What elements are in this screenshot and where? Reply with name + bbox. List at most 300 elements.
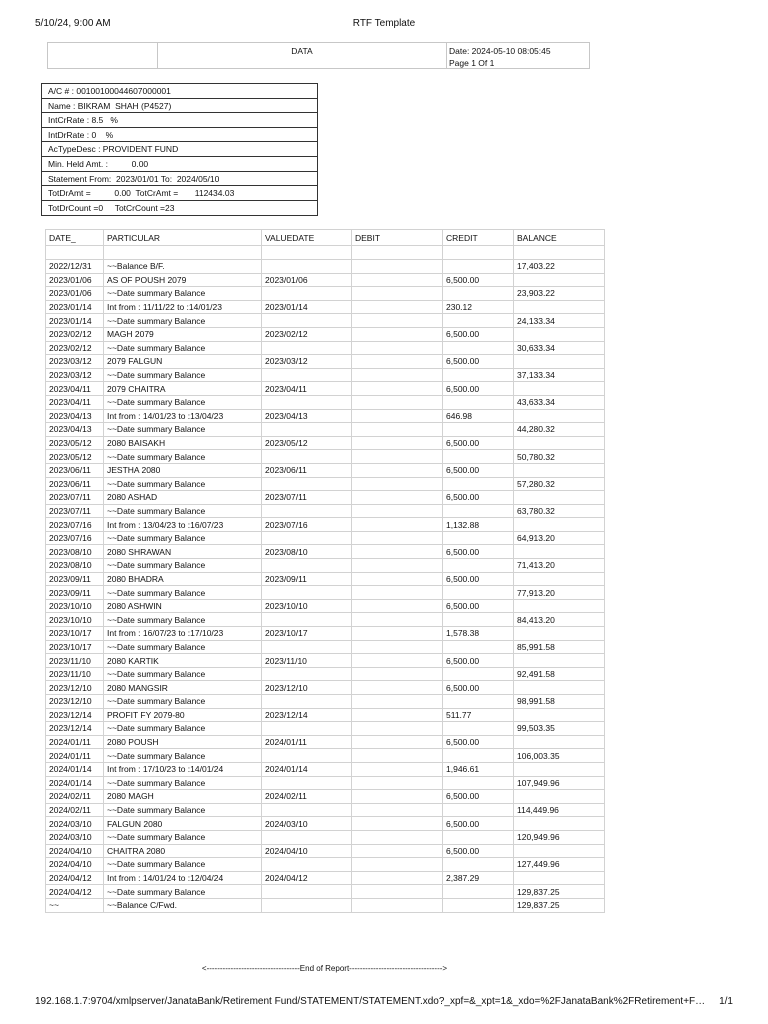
- cell-valuedate: [262, 341, 352, 355]
- cell-debit: [352, 749, 443, 763]
- cell-particular: 2079 FALGUN: [104, 355, 262, 369]
- cell-debit: [352, 368, 443, 382]
- cell-valuedate: [262, 830, 352, 844]
- print-datetime: 5/10/24, 9:00 AM: [35, 18, 111, 29]
- cell-particular: FALGUN 2080: [104, 817, 262, 831]
- cell-credit: 6,500.00: [443, 273, 514, 287]
- cell-balance: [514, 681, 605, 695]
- cell-date: 2023/01/14: [46, 314, 104, 328]
- cell-credit: 6,500.00: [443, 599, 514, 613]
- cell-balance: [514, 463, 605, 477]
- table-row: [46, 559, 605, 573]
- cell-date: 2024/01/11: [46, 735, 104, 749]
- cell-date: ~~: [46, 898, 104, 912]
- cell-credit: 1,578.38: [443, 627, 514, 641]
- cell-debit: [352, 898, 443, 912]
- table-row: [46, 735, 605, 749]
- cell-balance: 99,503.35: [514, 722, 605, 736]
- cell-balance: 84,413.20: [514, 613, 605, 627]
- cell-credit: 6,500.00: [443, 817, 514, 831]
- table-row: [46, 436, 605, 450]
- table-row: [46, 790, 605, 804]
- cell-particular: 2080 ASHAD: [104, 491, 262, 505]
- cell-valuedate: 2023/08/10: [262, 545, 352, 559]
- table-row: [46, 327, 605, 341]
- table-row: [46, 463, 605, 477]
- table-row: [46, 450, 605, 464]
- int-cr-rate: IntCrRate : 8.5 %: [42, 113, 317, 128]
- cell-balance: [514, 491, 605, 505]
- cell-particular: 2079 CHAITRA: [104, 382, 262, 396]
- cell-valuedate: 2023/10/17: [262, 627, 352, 641]
- cell-debit: [352, 640, 443, 654]
- cell-valuedate: [262, 640, 352, 654]
- cell-valuedate: 2023/03/12: [262, 355, 352, 369]
- table-row: [46, 762, 605, 776]
- cell-credit: 6,500.00: [443, 355, 514, 369]
- cell-date: 2023/04/13: [46, 423, 104, 437]
- table-row: [46, 395, 605, 409]
- cell-credit: [443, 341, 514, 355]
- column-header-credit: CREDIT: [443, 230, 514, 246]
- account-number: A/C # : 00100100044607000001: [42, 84, 317, 99]
- cell-credit: 646.98: [443, 409, 514, 423]
- cell-balance: [514, 762, 605, 776]
- table-row: [46, 830, 605, 844]
- cell-balance: 37,133.34: [514, 368, 605, 382]
- table-row: [46, 681, 605, 695]
- cell-credit: 6,500.00: [443, 572, 514, 586]
- cell-debit: [352, 423, 443, 437]
- cell-valuedate: [262, 667, 352, 681]
- cell-valuedate: 2023/11/10: [262, 654, 352, 668]
- cell-date: 2024/04/10: [46, 858, 104, 872]
- cell-debit: [352, 722, 443, 736]
- cell-balance: 129,837.25: [514, 885, 605, 899]
- cell-date: 2023/03/12: [46, 355, 104, 369]
- cell-date: 2023/05/12: [46, 436, 104, 450]
- cell-particular: ~~Date summary Balance: [104, 395, 262, 409]
- cell-credit: [443, 776, 514, 790]
- cell-credit: 6,500.00: [443, 681, 514, 695]
- cell-particular: AS OF POUSH 2079: [104, 273, 262, 287]
- table-cell: [104, 246, 262, 260]
- cell-balance: 71,413.20: [514, 559, 605, 573]
- cell-particular: 2080 MANGSIR: [104, 681, 262, 695]
- cell-valuedate: [262, 423, 352, 437]
- cell-valuedate: 2023/04/13: [262, 409, 352, 423]
- cell-balance: 106,003.35: [514, 749, 605, 763]
- cell-valuedate: 2024/04/12: [262, 871, 352, 885]
- cell-date: 2023/09/11: [46, 572, 104, 586]
- table-spacer-row: [46, 246, 605, 260]
- cell-date: 2024/03/10: [46, 817, 104, 831]
- cell-credit: [443, 477, 514, 491]
- cell-debit: [352, 708, 443, 722]
- cell-valuedate: 2023/01/14: [262, 300, 352, 314]
- cell-valuedate: [262, 287, 352, 301]
- cell-date: 2024/02/11: [46, 790, 104, 804]
- cell-balance: 77,913.20: [514, 586, 605, 600]
- cell-credit: [443, 260, 514, 274]
- cell-particular: ~~Date summary Balance: [104, 667, 262, 681]
- table-row: [46, 844, 605, 858]
- cell-date: 2023/04/13: [46, 409, 104, 423]
- cell-particular: ~~Date summary Balance: [104, 776, 262, 790]
- cell-valuedate: [262, 776, 352, 790]
- cell-balance: 57,280.32: [514, 477, 605, 491]
- cell-valuedate: [262, 395, 352, 409]
- cell-debit: [352, 817, 443, 831]
- cell-debit: [352, 572, 443, 586]
- cell-balance: [514, 817, 605, 831]
- cell-date: 2023/01/06: [46, 273, 104, 287]
- cell-debit: [352, 627, 443, 641]
- cell-date: 2024/03/10: [46, 830, 104, 844]
- cell-valuedate: 2023/12/10: [262, 681, 352, 695]
- cell-particular: ~~Date summary Balance: [104, 640, 262, 654]
- cell-balance: [514, 382, 605, 396]
- cell-particular: Int from : 14/01/24 to :12/04/24: [104, 871, 262, 885]
- cell-particular: ~~Date summary Balance: [104, 885, 262, 899]
- table-row: [46, 613, 605, 627]
- cell-valuedate: [262, 885, 352, 899]
- cell-particular: CHAITRA 2080: [104, 844, 262, 858]
- column-header-date: DATE_: [46, 230, 104, 246]
- cell-balance: 24,133.34: [514, 314, 605, 328]
- cell-credit: 6,500.00: [443, 463, 514, 477]
- cell-date: 2024/04/10: [46, 844, 104, 858]
- cell-debit: [352, 300, 443, 314]
- cell-credit: 2,387.29: [443, 871, 514, 885]
- cell-valuedate: [262, 803, 352, 817]
- cell-credit: [443, 722, 514, 736]
- cell-valuedate: [262, 722, 352, 736]
- report-header-empty-cell: [48, 43, 158, 68]
- cell-balance: 107,949.96: [514, 776, 605, 790]
- account-type: AcTypeDesc : PROVIDENT FUND: [42, 142, 317, 157]
- cell-date: 2024/01/14: [46, 776, 104, 790]
- cell-date: 2024/01/14: [46, 762, 104, 776]
- cell-particular: Int from : 11/11/22 to :14/01/23: [104, 300, 262, 314]
- cell-valuedate: [262, 368, 352, 382]
- cell-debit: [352, 518, 443, 532]
- cell-valuedate: [262, 749, 352, 763]
- cell-credit: [443, 586, 514, 600]
- cell-date: 2023/12/14: [46, 708, 104, 722]
- cell-balance: 98,991.58: [514, 695, 605, 709]
- cell-date: 2023/11/10: [46, 667, 104, 681]
- cell-particular: ~~Date summary Balance: [104, 477, 262, 491]
- cell-date: 2023/01/06: [46, 287, 104, 301]
- cell-debit: [352, 314, 443, 328]
- print-footer: [35, 996, 733, 1010]
- cell-particular: ~~Date summary Balance: [104, 722, 262, 736]
- cell-particular: 2080 KARTIK: [104, 654, 262, 668]
- transaction-table: [45, 229, 605, 913]
- cell-date: 2023/09/11: [46, 586, 104, 600]
- cell-particular: ~~Date summary Balance: [104, 858, 262, 872]
- cell-date: 2022/12/31: [46, 260, 104, 274]
- table-row: [46, 586, 605, 600]
- cell-particular: ~~Date summary Balance: [104, 287, 262, 301]
- cell-balance: [514, 844, 605, 858]
- cell-date: 2023/10/17: [46, 640, 104, 654]
- cell-date: 2024/02/11: [46, 803, 104, 817]
- table-row: [46, 749, 605, 763]
- cell-balance: [514, 599, 605, 613]
- cell-balance: 44,280.32: [514, 423, 605, 437]
- cell-date: 2023/07/16: [46, 531, 104, 545]
- table-row: [46, 341, 605, 355]
- cell-debit: [352, 382, 443, 396]
- cell-balance: 127,449.96: [514, 858, 605, 872]
- cell-debit: [352, 858, 443, 872]
- cell-credit: [443, 803, 514, 817]
- table-row: [46, 858, 605, 872]
- cell-balance: 85,991.58: [514, 640, 605, 654]
- cell-credit: [443, 368, 514, 382]
- print-header: [35, 18, 733, 32]
- table-row: [46, 423, 605, 437]
- table-row: [46, 355, 605, 369]
- cell-credit: [443, 640, 514, 654]
- cell-particular: JESTHA 2080: [104, 463, 262, 477]
- cell-date: 2023/08/10: [46, 559, 104, 573]
- cell-debit: [352, 287, 443, 301]
- cell-valuedate: [262, 314, 352, 328]
- cell-valuedate: [262, 531, 352, 545]
- table-row: [46, 667, 605, 681]
- cell-valuedate: 2024/04/10: [262, 844, 352, 858]
- cell-debit: [352, 735, 443, 749]
- cell-date: 2023/12/14: [46, 722, 104, 736]
- cell-date: 2023/10/17: [46, 627, 104, 641]
- cell-valuedate: 2024/01/11: [262, 735, 352, 749]
- cell-balance: 17,403.22: [514, 260, 605, 274]
- cell-credit: [443, 395, 514, 409]
- cell-valuedate: [262, 559, 352, 573]
- cell-debit: [352, 327, 443, 341]
- cell-balance: [514, 436, 605, 450]
- cell-credit: [443, 695, 514, 709]
- cell-credit: 230.12: [443, 300, 514, 314]
- cell-credit: [443, 423, 514, 437]
- table-row: [46, 531, 605, 545]
- cell-valuedate: 2023/10/10: [262, 599, 352, 613]
- report-header-box: [47, 42, 590, 69]
- cell-valuedate: 2024/02/11: [262, 790, 352, 804]
- cell-debit: [352, 871, 443, 885]
- cell-valuedate: 2023/02/12: [262, 327, 352, 341]
- print-url: 192.168.1.7:9704/xmlpserver/JanataBank/Retirement Fund/STATEMENT/STATEMENT.xdo?_xpf=&_xpt=1&_xdo=%2FJanataBank%2FRetirement+F…: [35, 996, 706, 1007]
- column-header-balance: BALANCE: [514, 230, 605, 246]
- cell-particular: 2080 ASHWIN: [104, 599, 262, 613]
- cell-date: 2024/01/11: [46, 749, 104, 763]
- cell-date: 2023/04/11: [46, 382, 104, 396]
- table-row: [46, 885, 605, 899]
- cell-balance: 120,949.96: [514, 830, 605, 844]
- cell-balance: [514, 409, 605, 423]
- cell-date: 2024/04/12: [46, 871, 104, 885]
- cell-credit: 6,500.00: [443, 790, 514, 804]
- cell-credit: 6,500.00: [443, 735, 514, 749]
- account-name: Name : BIKRAM SHAH (P4527): [42, 99, 317, 114]
- cell-balance: [514, 627, 605, 641]
- cell-credit: 511.77: [443, 708, 514, 722]
- cell-valuedate: 2023/12/14: [262, 708, 352, 722]
- cell-particular: Int from : 13/04/23 to :16/07/23: [104, 518, 262, 532]
- report-data-label: DATA: [158, 43, 447, 68]
- cell-date: 2023/01/14: [46, 300, 104, 314]
- cell-particular: ~~Date summary Balance: [104, 586, 262, 600]
- cell-debit: [352, 613, 443, 627]
- cell-credit: [443, 830, 514, 844]
- cell-balance: [514, 518, 605, 532]
- total-counts: TotDrCount =0 TotCrCount =23: [48, 202, 175, 213]
- column-header-debit: DEBIT: [352, 230, 443, 246]
- table-cell: [262, 246, 352, 260]
- cell-balance: [514, 300, 605, 314]
- cell-date: 2023/10/10: [46, 613, 104, 627]
- cell-date: 2023/02/12: [46, 341, 104, 355]
- cell-valuedate: [262, 260, 352, 274]
- cell-date: 2023/12/10: [46, 681, 104, 695]
- cell-particular: Int from : 14/01/23 to :13/04/23: [104, 409, 262, 423]
- cell-credit: [443, 667, 514, 681]
- cell-debit: [352, 531, 443, 545]
- table-row: [46, 599, 605, 613]
- table-row: [46, 273, 605, 287]
- column-header-particular: PARTICULAR: [104, 230, 262, 246]
- table-cell: [46, 246, 104, 260]
- cell-date: 2023/02/12: [46, 327, 104, 341]
- cell-date: 2023/06/11: [46, 477, 104, 491]
- total-amounts: TotDrAmt = 0.00 TotCrAmt = 112434.03: [42, 186, 317, 201]
- cell-debit: [352, 885, 443, 899]
- cell-balance: [514, 708, 605, 722]
- cell-debit: [352, 477, 443, 491]
- print-page-count: 1/1: [719, 996, 733, 1007]
- cell-valuedate: 2023/09/11: [262, 572, 352, 586]
- cell-credit: [443, 559, 514, 573]
- cell-balance: [514, 273, 605, 287]
- cell-valuedate: 2023/04/11: [262, 382, 352, 396]
- cell-debit: [352, 830, 443, 844]
- statement-period: Statement From: 2023/01/01 To: 2024/05/10: [42, 172, 317, 187]
- cell-credit: [443, 613, 514, 627]
- cell-date: 2024/04/12: [46, 885, 104, 899]
- cell-particular: ~~Date summary Balance: [104, 803, 262, 817]
- cell-particular: ~~Date summary Balance: [104, 531, 262, 545]
- cell-credit: 6,500.00: [443, 491, 514, 505]
- cell-valuedate: 2023/01/06: [262, 273, 352, 287]
- cell-debit: [352, 790, 443, 804]
- cell-particular: ~~Date summary Balance: [104, 749, 262, 763]
- cell-credit: [443, 287, 514, 301]
- cell-credit: [443, 885, 514, 899]
- table-row: [46, 640, 605, 654]
- table-row: [46, 871, 605, 885]
- cell-date: 2023/07/11: [46, 491, 104, 505]
- cell-credit: 6,500.00: [443, 327, 514, 341]
- cell-debit: [352, 776, 443, 790]
- print-title: RTF Template: [352, 18, 416, 29]
- cell-particular: ~~Date summary Balance: [104, 504, 262, 518]
- cell-debit: [352, 355, 443, 369]
- cell-valuedate: 2023/06/11: [262, 463, 352, 477]
- cell-balance: 30,633.34: [514, 341, 605, 355]
- table-row: [46, 695, 605, 709]
- cell-balance: [514, 654, 605, 668]
- table-row: [46, 572, 605, 586]
- cell-valuedate: 2023/05/12: [262, 436, 352, 450]
- table-row: [46, 368, 605, 382]
- cell-particular: ~~Date summary Balance: [104, 341, 262, 355]
- cell-balance: [514, 572, 605, 586]
- cell-date: 2023/08/10: [46, 545, 104, 559]
- cell-valuedate: 2023/07/16: [262, 518, 352, 532]
- cell-particular: Int from : 17/10/23 to :14/01/24: [104, 762, 262, 776]
- cell-particular: 2080 BAISAKH: [104, 436, 262, 450]
- cell-date: 2023/10/10: [46, 599, 104, 613]
- cell-debit: [352, 545, 443, 559]
- cell-particular: ~~Balance C/Fwd.: [104, 898, 262, 912]
- cell-debit: [352, 504, 443, 518]
- cell-debit: [352, 559, 443, 573]
- table-row: [46, 708, 605, 722]
- cell-date: 2023/05/12: [46, 450, 104, 464]
- table-header-row: [46, 230, 605, 246]
- cell-debit: [352, 450, 443, 464]
- cell-debit: [352, 436, 443, 450]
- cell-particular: ~~Date summary Balance: [104, 450, 262, 464]
- cell-debit: [352, 599, 443, 613]
- cell-particular: 2080 POUSH: [104, 735, 262, 749]
- cell-debit: [352, 260, 443, 274]
- cell-valuedate: 2024/01/14: [262, 762, 352, 776]
- cell-balance: [514, 355, 605, 369]
- table-row: [46, 300, 605, 314]
- cell-valuedate: 2023/07/11: [262, 491, 352, 505]
- cell-balance: [514, 327, 605, 341]
- cell-date: 2023/12/10: [46, 695, 104, 709]
- cell-debit: [352, 762, 443, 776]
- cell-credit: 6,500.00: [443, 654, 514, 668]
- cell-balance: [514, 735, 605, 749]
- table-row: [46, 654, 605, 668]
- transaction-table-body: [46, 246, 605, 913]
- cell-debit: [352, 695, 443, 709]
- report-page-number: Page 1 Of 1: [449, 58, 495, 68]
- cell-valuedate: [262, 586, 352, 600]
- cell-balance: 50,780.32: [514, 450, 605, 464]
- cell-particular: 2080 MAGH: [104, 790, 262, 804]
- table-row: [46, 776, 605, 790]
- end-of-report: <-----------------------------------End of Report----------------------------------->: [201, 964, 448, 973]
- cell-balance: 114,449.96: [514, 803, 605, 817]
- cell-debit: [352, 803, 443, 817]
- table-row: [46, 817, 605, 831]
- table-row: [46, 477, 605, 491]
- table-row: [46, 627, 605, 641]
- cell-particular: 2080 BHADRA: [104, 572, 262, 586]
- table-row: [46, 409, 605, 423]
- cell-valuedate: [262, 613, 352, 627]
- cell-debit: [352, 654, 443, 668]
- cell-debit: [352, 491, 443, 505]
- table-row: [46, 491, 605, 505]
